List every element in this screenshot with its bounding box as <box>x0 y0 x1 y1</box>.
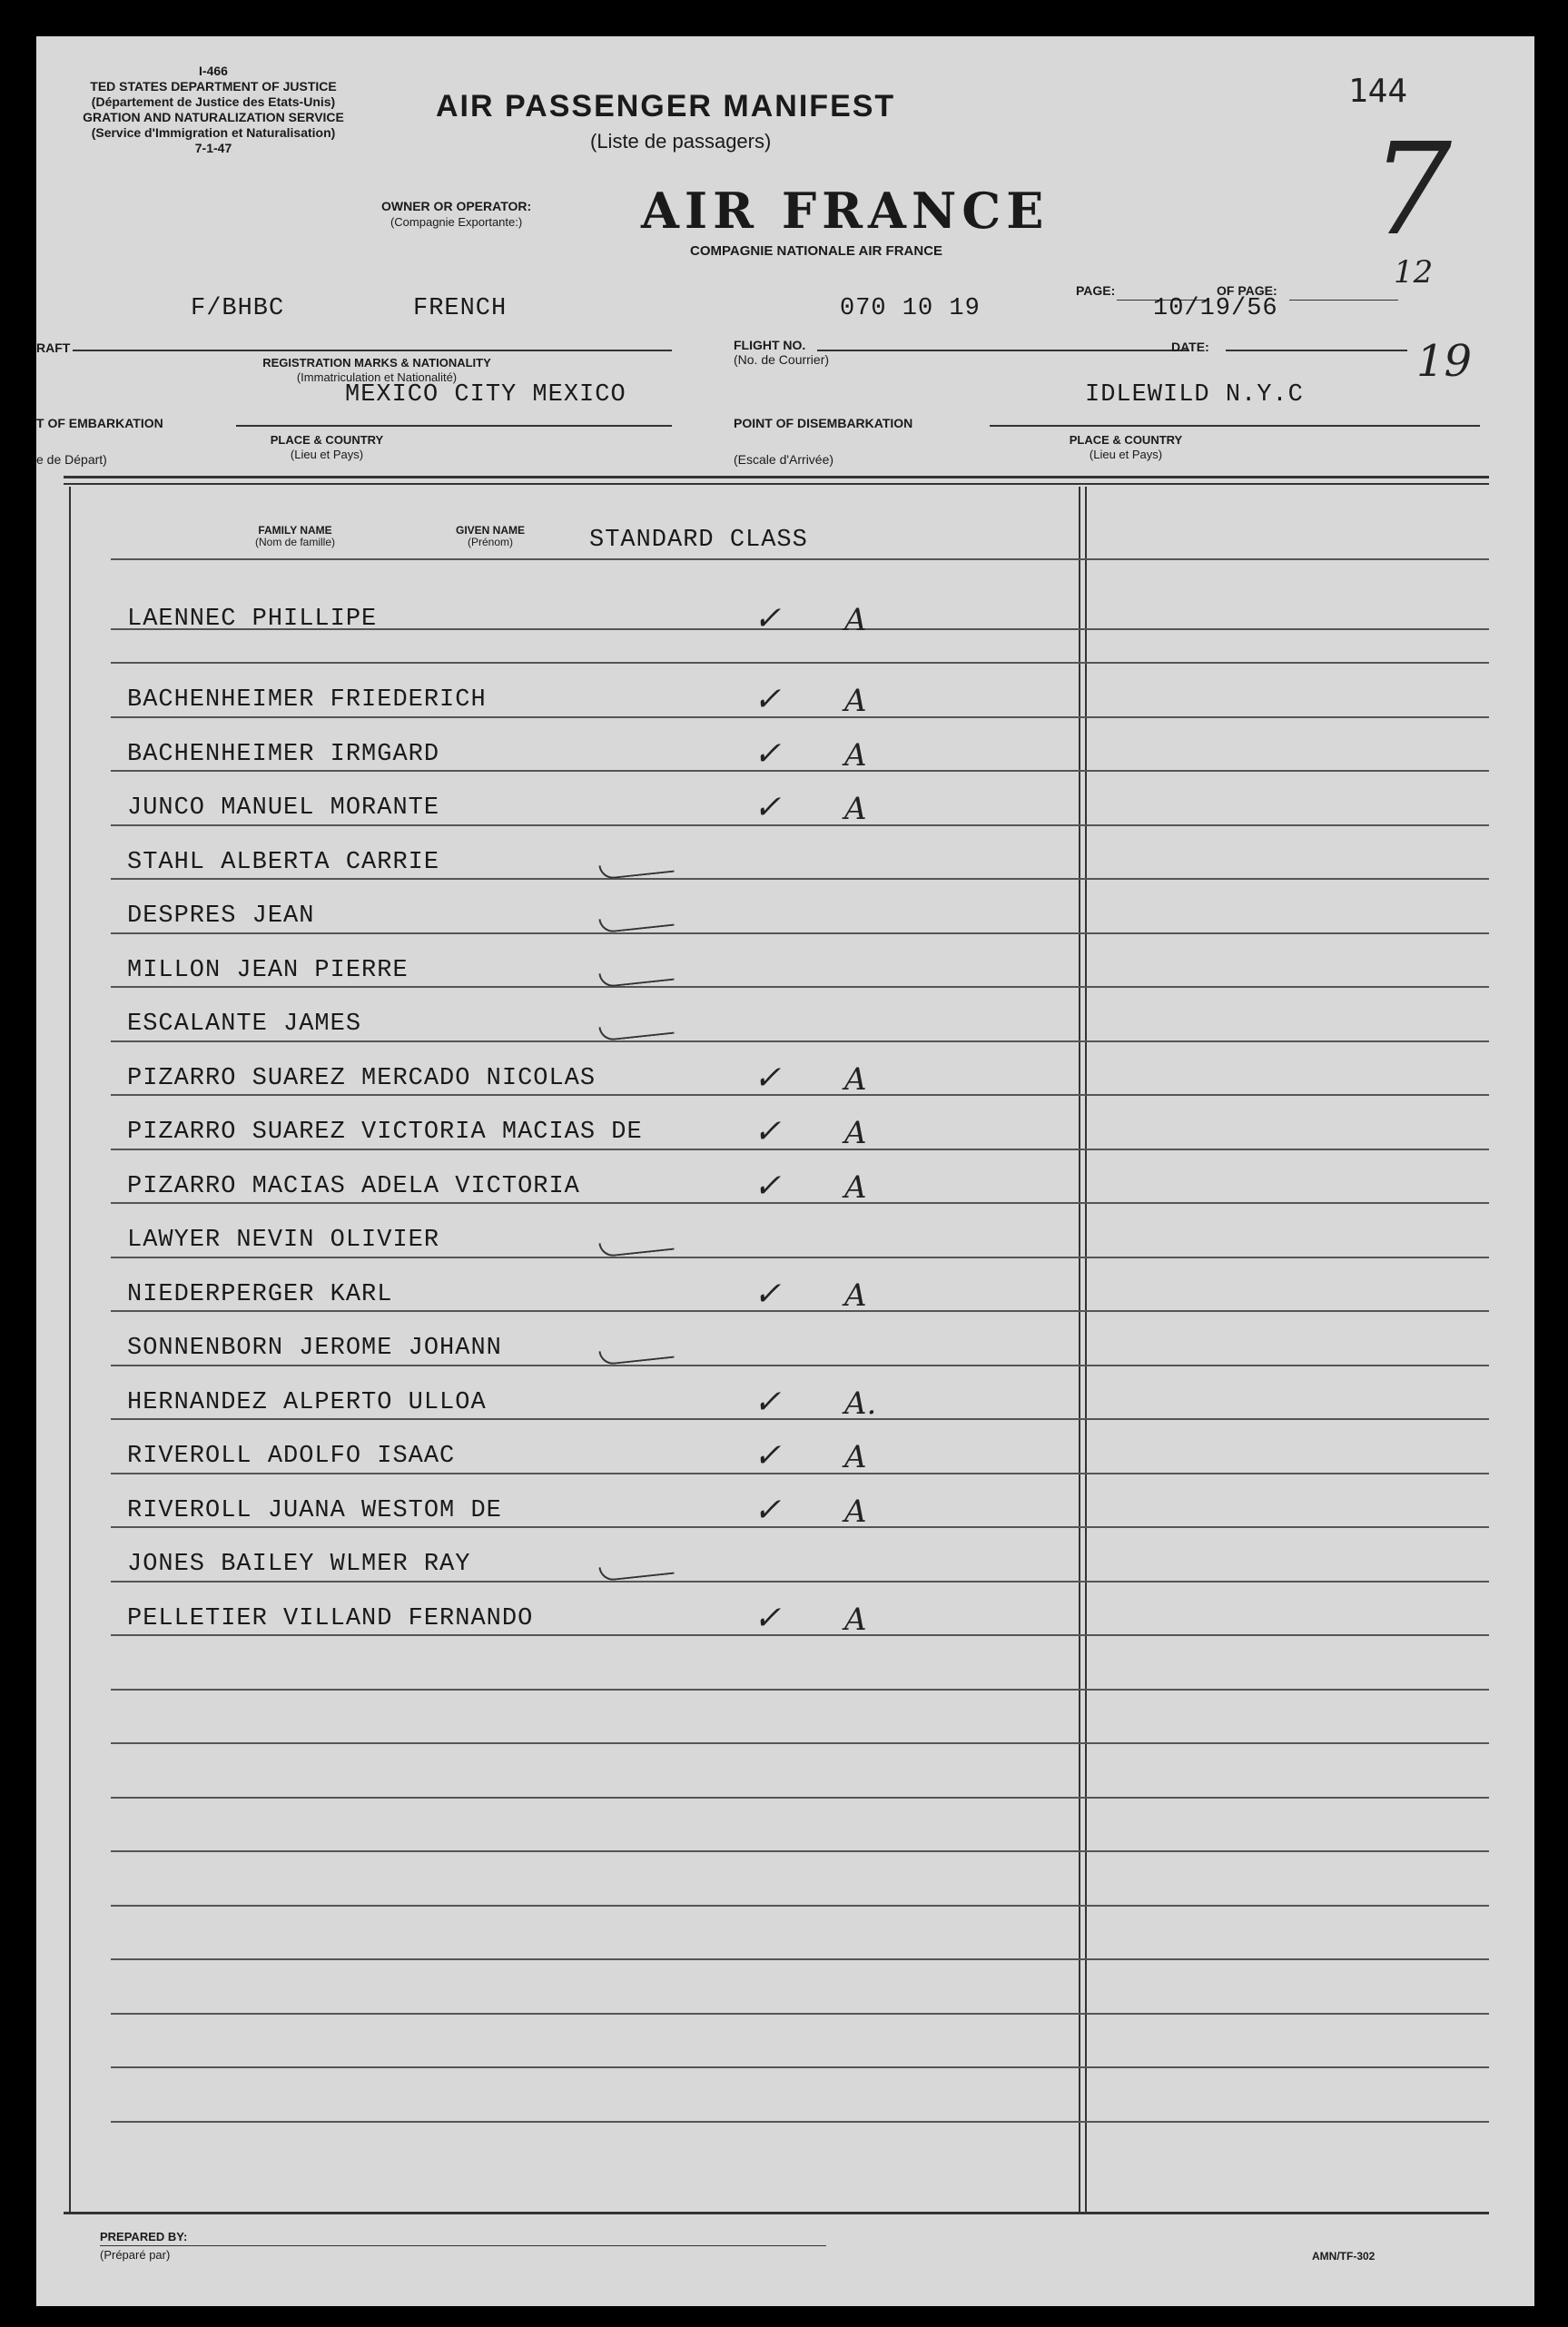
registration-caption: REGISTRATION MARKS & NATIONALITY <box>262 356 491 370</box>
passenger-row <box>36 1011 1079 1056</box>
verification-check-mark: ✓ <box>754 600 782 637</box>
manifest-sheet <box>36 36 1534 2306</box>
operator-name-sub: COMPAGNIE NATIONALE AIR FRANCE <box>690 243 943 259</box>
embarkation-value: MEXICO CITY MEXICO <box>345 381 626 409</box>
table-rule-line <box>111 2121 1489 2123</box>
place-caption2-fr: (Lieu et Pays) <box>1089 448 1163 461</box>
place-caption-block <box>218 433 436 462</box>
given-name-header <box>399 525 581 548</box>
prepared-by-line <box>100 2245 826 2246</box>
disembarkation-value: IDLEWILD N.Y.C <box>1085 381 1304 409</box>
verification-check-mark: ✓ <box>754 681 782 718</box>
registration-caption-fr: (Immatriculation et Nationalité) <box>296 370 458 384</box>
flight-line <box>817 350 1189 351</box>
operator-label-block <box>381 198 531 231</box>
passenger-row <box>36 1492 1079 1543</box>
agency-line-3: GRATION AND NATURALIZATION SERVICE <box>83 110 344 124</box>
of-page-line <box>1289 300 1398 301</box>
passenger-row <box>36 1113 1079 1164</box>
of-page-label: OF PAGE: <box>1217 283 1277 298</box>
disembarkation-label: POINT OF DISEMBARKATION <box>734 416 913 430</box>
passenger-row <box>36 849 1079 894</box>
aircraft-line <box>73 350 672 351</box>
verification-check-mark: ✓ <box>754 1113 782 1150</box>
nationality-value: FRENCH <box>413 295 508 322</box>
passenger-row <box>36 1384 1079 1435</box>
table-rule-line <box>111 1850 1489 1852</box>
disembarkation-label-fr: (Escale d'Arrivée) <box>734 452 834 467</box>
passenger-row <box>36 902 1079 948</box>
dash-check-mark <box>598 1560 674 1582</box>
passenger-row <box>36 1168 1079 1218</box>
table-rule-line <box>111 1958 1489 1960</box>
family-name-label: FAMILY NAME <box>258 524 332 537</box>
agency-block <box>36 64 390 156</box>
passenger-row <box>36 600 1079 651</box>
dash-check-mark <box>598 912 674 933</box>
flight-label: FLIGHT NO. <box>734 338 806 352</box>
passenger-name: LAWYER NEVIN OLIVIER <box>127 1227 440 1254</box>
family-name-label-fr: (Nom de famille) <box>254 536 336 548</box>
flight-label-fr: (No. de Courrier) <box>734 352 830 367</box>
corner-mark-2: 19 <box>1416 336 1473 387</box>
status-letter-mark: A <box>844 1439 867 1475</box>
passenger-row <box>36 1335 1079 1380</box>
verification-check-mark: ✓ <box>754 1600 782 1637</box>
table-rule-line <box>111 2066 1489 2068</box>
big-number-hand: 7 <box>1371 116 1453 264</box>
status-letter-mark: A <box>844 737 867 774</box>
passenger-row <box>36 1437 1079 1488</box>
aircraft-label: RAFT <box>36 340 71 355</box>
table-rule-line <box>111 1905 1489 1907</box>
passenger-name: DESPRES JEAN <box>127 902 315 930</box>
passenger-name: LAENNEC PHILLIPE <box>127 606 378 633</box>
dash-check-mark <box>598 966 674 988</box>
passenger-name: HERNANDEZ ALPERTO ULLOA <box>127 1389 487 1416</box>
table-rule-line <box>111 2013 1489 2015</box>
given-name-label-fr: (Prénom) <box>467 536 513 548</box>
class-header: STANDARD CLASS <box>589 527 808 554</box>
place-caption2: PLACE & COUNTRY <box>1069 433 1183 447</box>
status-letter-mark: A <box>844 1061 867 1098</box>
passenger-name: PIZARRO SUAREZ MERCADO NICOLAS <box>127 1065 597 1092</box>
family-name-header <box>182 525 409 548</box>
passenger-row <box>36 957 1079 1002</box>
agency-line-2: (Département de Justice des Etats-Unis) <box>91 94 336 109</box>
table-bottom-border <box>64 2212 1489 2214</box>
date-line <box>1226 350 1407 351</box>
passenger-row <box>36 681 1079 732</box>
passenger-name: PIZARRO MACIAS ADELA VICTORIA <box>127 1173 580 1200</box>
operator-label-fr: (Compagnie Exportante:) <box>390 215 523 229</box>
flight-label-block <box>734 338 829 367</box>
passenger-row <box>36 1551 1079 1596</box>
agency-line-4: (Service d'Immigration et Naturalisation) <box>91 125 336 140</box>
dash-check-mark <box>598 1344 674 1366</box>
form-code: AMN/TF-302 <box>1312 2250 1376 2263</box>
manifest-title: AIR PASSENGER MANIFEST <box>436 89 896 123</box>
disembarkation-line <box>990 425 1480 427</box>
agency-line-1: TED STATES DEPARTMENT OF JUSTICE <box>90 79 337 94</box>
verification-check-mark: ✓ <box>754 1276 782 1313</box>
given-name-label: GIVEN NAME <box>455 524 525 537</box>
operator-name: AIR FRANCE <box>641 182 1050 240</box>
table-rule-line <box>111 1742 1489 1744</box>
status-letter-mark: A. <box>844 1385 877 1422</box>
passenger-row <box>36 1276 1079 1326</box>
verification-check-mark: ✓ <box>754 735 782 773</box>
passenger-row <box>36 1600 1079 1651</box>
passenger-row <box>36 735 1079 786</box>
status-letter-mark: A <box>844 1494 867 1530</box>
page-label: PAGE: <box>1076 283 1116 298</box>
status-letter-mark: A <box>844 1277 867 1314</box>
operator-label: OWNER OR OPERATOR: <box>381 199 532 213</box>
verification-check-mark: ✓ <box>754 1060 782 1097</box>
status-letter-mark: A <box>844 791 867 827</box>
passenger-name: STAHL ALBERTA CARRIE <box>127 849 440 876</box>
passenger-row <box>36 1060 1079 1110</box>
embarkation-line <box>236 425 672 427</box>
passenger-row <box>36 1227 1079 1272</box>
prepared-by-label: PREPARED BY: <box>100 2230 188 2243</box>
status-letter-mark: A <box>844 1602 867 1638</box>
verification-check-mark: ✓ <box>754 1168 782 1205</box>
table-rule-line <box>111 1797 1489 1799</box>
passenger-name: RIVEROLL ADOLFO ISAAC <box>127 1443 456 1470</box>
manifest-subtitle: (Liste de passagers) <box>590 130 772 153</box>
passenger-name: JUNCO MANUEL MORANTE <box>127 794 440 822</box>
passenger-name: MILLON JEAN PIERRE <box>127 957 409 984</box>
embarkation-label-fr: e de Départ) <box>36 452 107 467</box>
prepared-by-label-fr: (Préparé par) <box>100 2248 171 2262</box>
page-number-hand: 144 <box>1348 73 1408 110</box>
verification-check-mark: ✓ <box>754 789 782 826</box>
corner-mark-1: 12 <box>1394 254 1434 291</box>
table-top-border-2 <box>64 483 1489 485</box>
embarkation-label: T OF EMBARKATION <box>36 416 163 430</box>
form-id: I-466 <box>199 64 228 78</box>
dash-check-mark <box>598 1236 674 1257</box>
place-caption-fr: (Lieu et Pays) <box>290 448 364 461</box>
flight-number-value: 070 10 19 <box>840 295 981 322</box>
passenger-name: ESCALANTE JAMES <box>127 1011 362 1038</box>
status-letter-mark: A <box>844 1169 867 1206</box>
agency-line-5: 7-1-47 <box>194 141 232 155</box>
status-letter-mark: A <box>844 602 867 638</box>
passenger-row <box>36 789 1079 840</box>
registration-value: F/BHBC <box>191 295 285 322</box>
place-caption2-block <box>1017 433 1235 462</box>
passenger-name: SONNENBORN JEROME JOHANN <box>127 1335 502 1362</box>
status-letter-mark: A <box>844 1115 867 1151</box>
dash-check-mark <box>598 858 674 880</box>
verification-check-mark: ✓ <box>754 1437 782 1474</box>
passenger-name: PELLETIER VILLAND FERNANDO <box>127 1605 534 1632</box>
table-column-divider <box>1079 487 1080 2212</box>
dash-check-mark <box>598 1020 674 1041</box>
table-column-divider-2 <box>1085 487 1087 2212</box>
passenger-name: PIZARRO SUAREZ VICTORIA MACIAS DE <box>127 1119 643 1146</box>
passenger-name: NIEDERPERGER KARL <box>127 1281 393 1308</box>
passenger-name: JONES BAILEY WLMER RAY <box>127 1551 471 1578</box>
verification-check-mark: ✓ <box>754 1384 782 1421</box>
table-rule-line <box>111 662 1489 664</box>
date-label: DATE: <box>1171 340 1209 354</box>
status-letter-mark: A <box>844 683 867 719</box>
table-rule-line <box>111 558 1489 560</box>
verification-check-mark: ✓ <box>754 1492 782 1529</box>
table-top-border <box>64 476 1489 478</box>
table-rule-line <box>111 1689 1489 1691</box>
place-caption: PLACE & COUNTRY <box>270 433 384 447</box>
passenger-name: BACHENHEIMER FRIEDERICH <box>127 686 487 714</box>
date-value: 10/19/56 <box>1153 295 1278 322</box>
passenger-name: RIVEROLL JUANA WESTOM DE <box>127 1497 502 1524</box>
passenger-name: BACHENHEIMER IRMGARD <box>127 741 440 768</box>
